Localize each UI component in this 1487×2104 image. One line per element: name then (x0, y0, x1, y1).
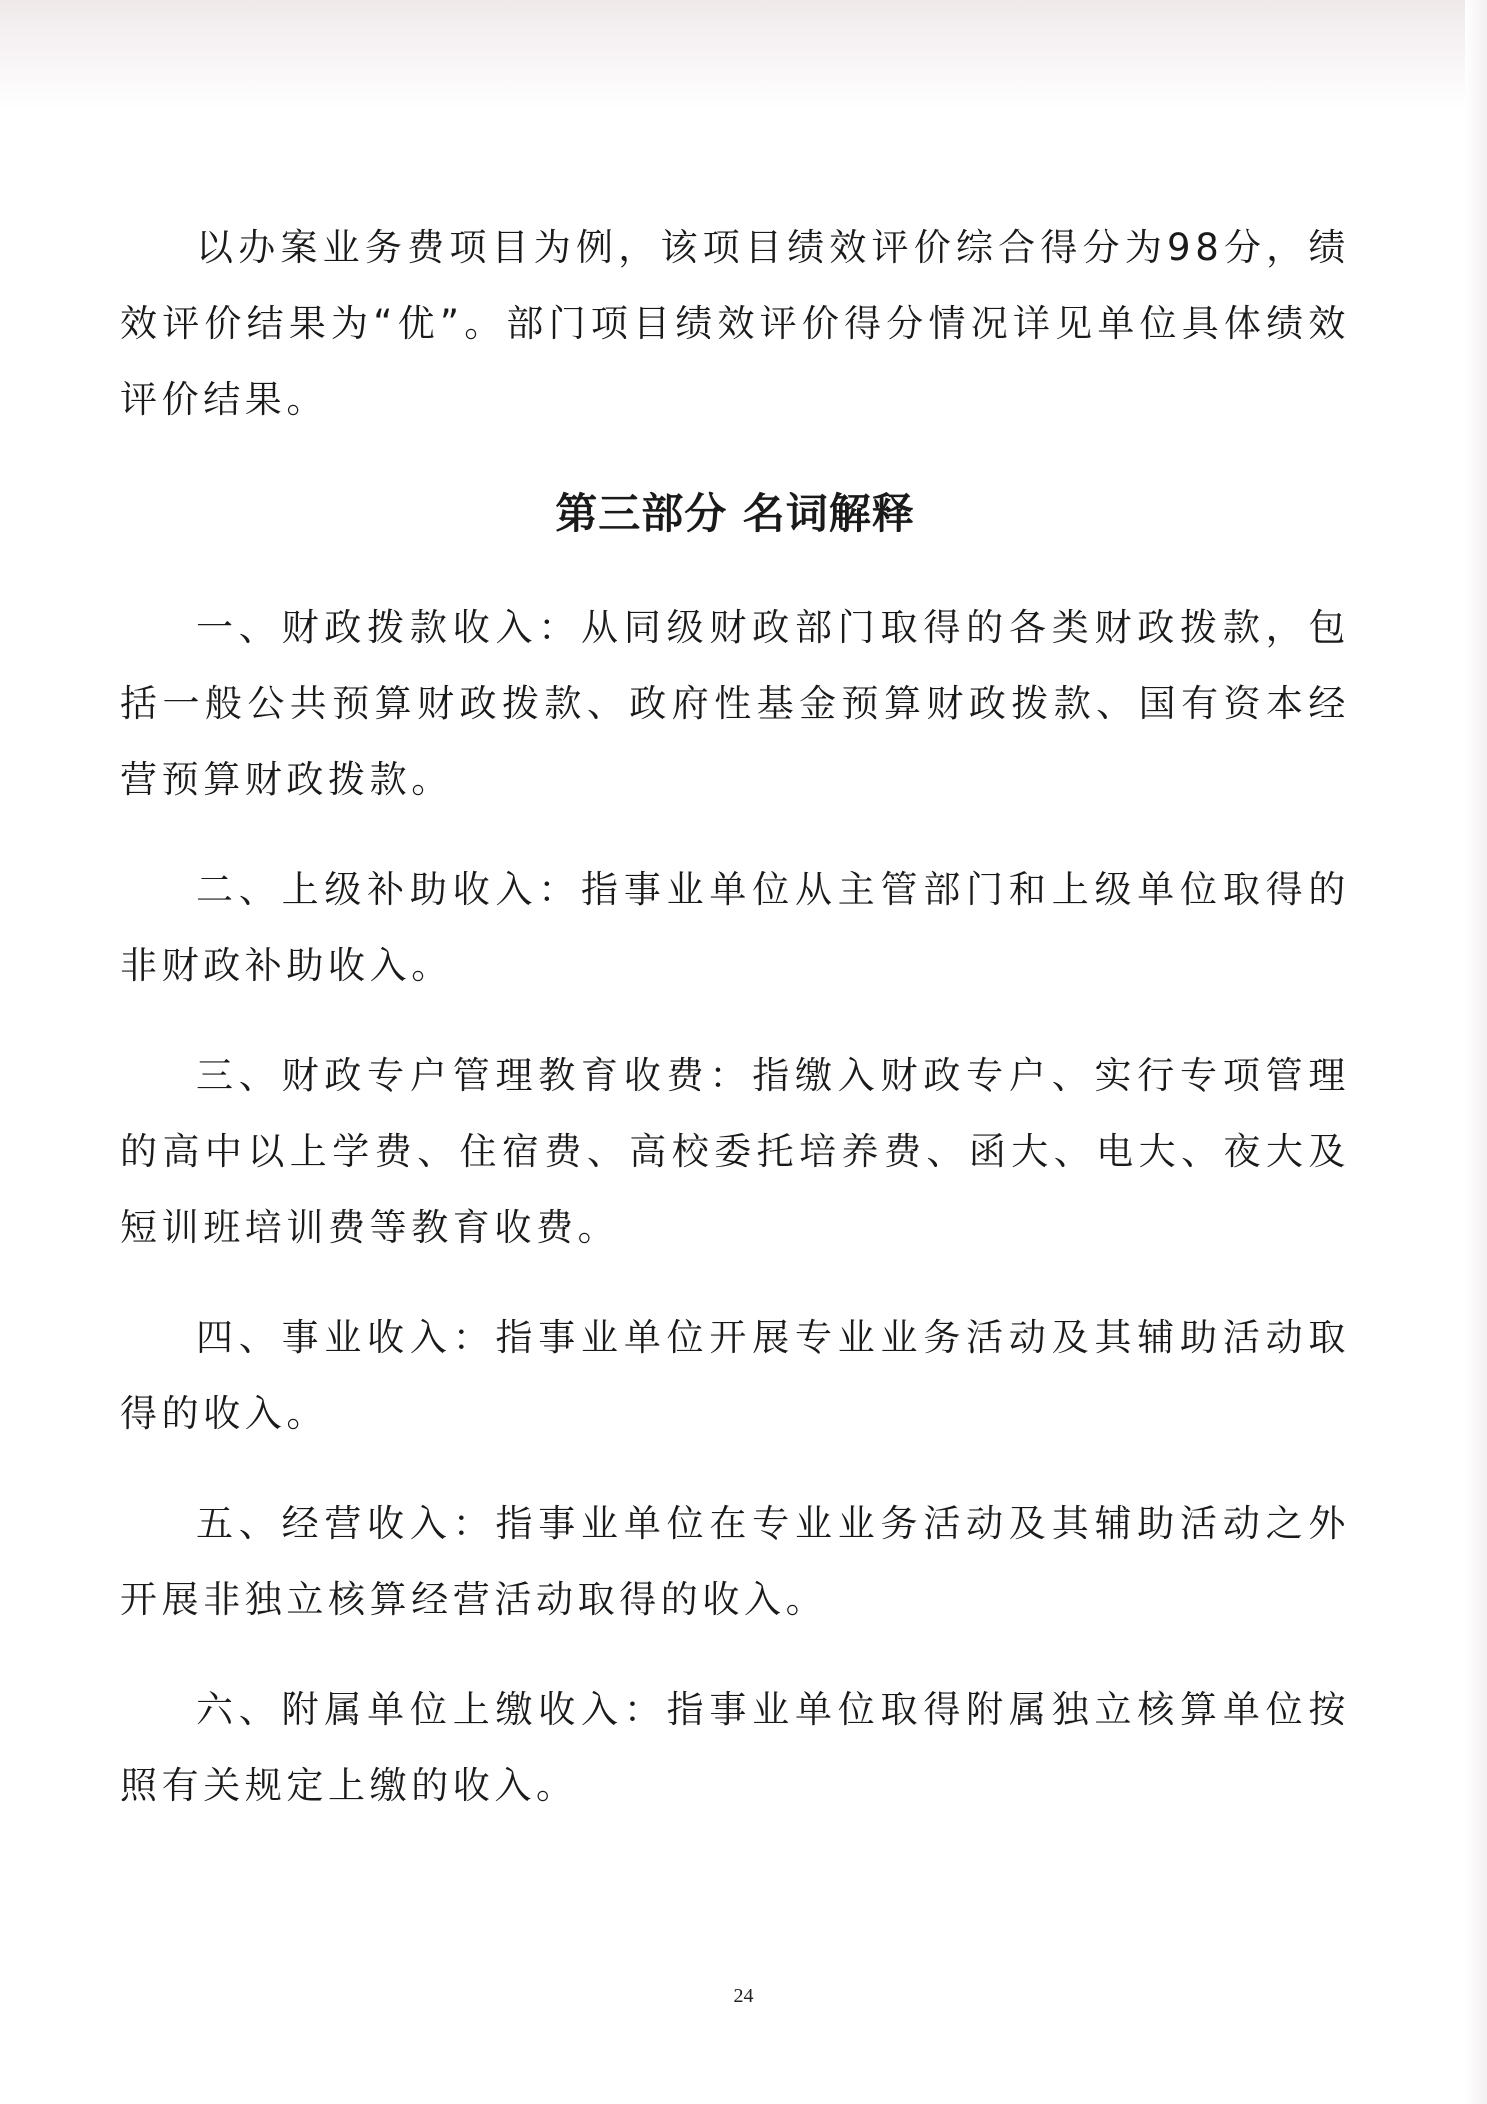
intro-paragraph: 以办案业务费项目为例，该项目绩效评价综合得分为98分，绩效评价结果为“优”。部门项目绩效评价得分情况详见单位具体绩效评价结果。 (120, 226, 1350, 421)
section-title: 第三部分 名词解释 (555, 489, 915, 538)
definition-1: 一、财政拨款收入：从同级财政部门取得的各类财政拨款，包括一般公共预算财政拨款、政府性基金预算财政拨款、国有资本经营预算财政拨款。 (120, 606, 1350, 801)
definition-6: 六、附属单位上缴收入：指事业单位取得附属独立核算单位按照有关规定上缴的收入。 (120, 1688, 1350, 1807)
scan-edge (1465, 0, 1487, 2104)
definition-4: 四、事业收入：指事业单位开展专业业务活动及其辅助活动取得的收入。 (120, 1316, 1350, 1435)
document-page (120, 210, 1350, 1858)
page-number: 24 (733, 1985, 754, 2007)
definition-5: 五、经营收入：指事业单位在专业业务活动及其辅助活动之外开展非独立核算经营活动取得的收入。 (120, 1502, 1350, 1621)
definition-3: 三、财政专户管理教育收费：指缴入财政专户、实行专项管理的高中以上学费、住宿费、高校委托培养费、函大、电大、夜大及短训班培训费等教育收费。 (120, 1054, 1350, 1249)
scan-shadow (0, 0, 1487, 110)
definition-2: 二、上级补助收入：指事业单位从主管部门和上级单位取得的非财政补助收入。 (120, 868, 1350, 987)
